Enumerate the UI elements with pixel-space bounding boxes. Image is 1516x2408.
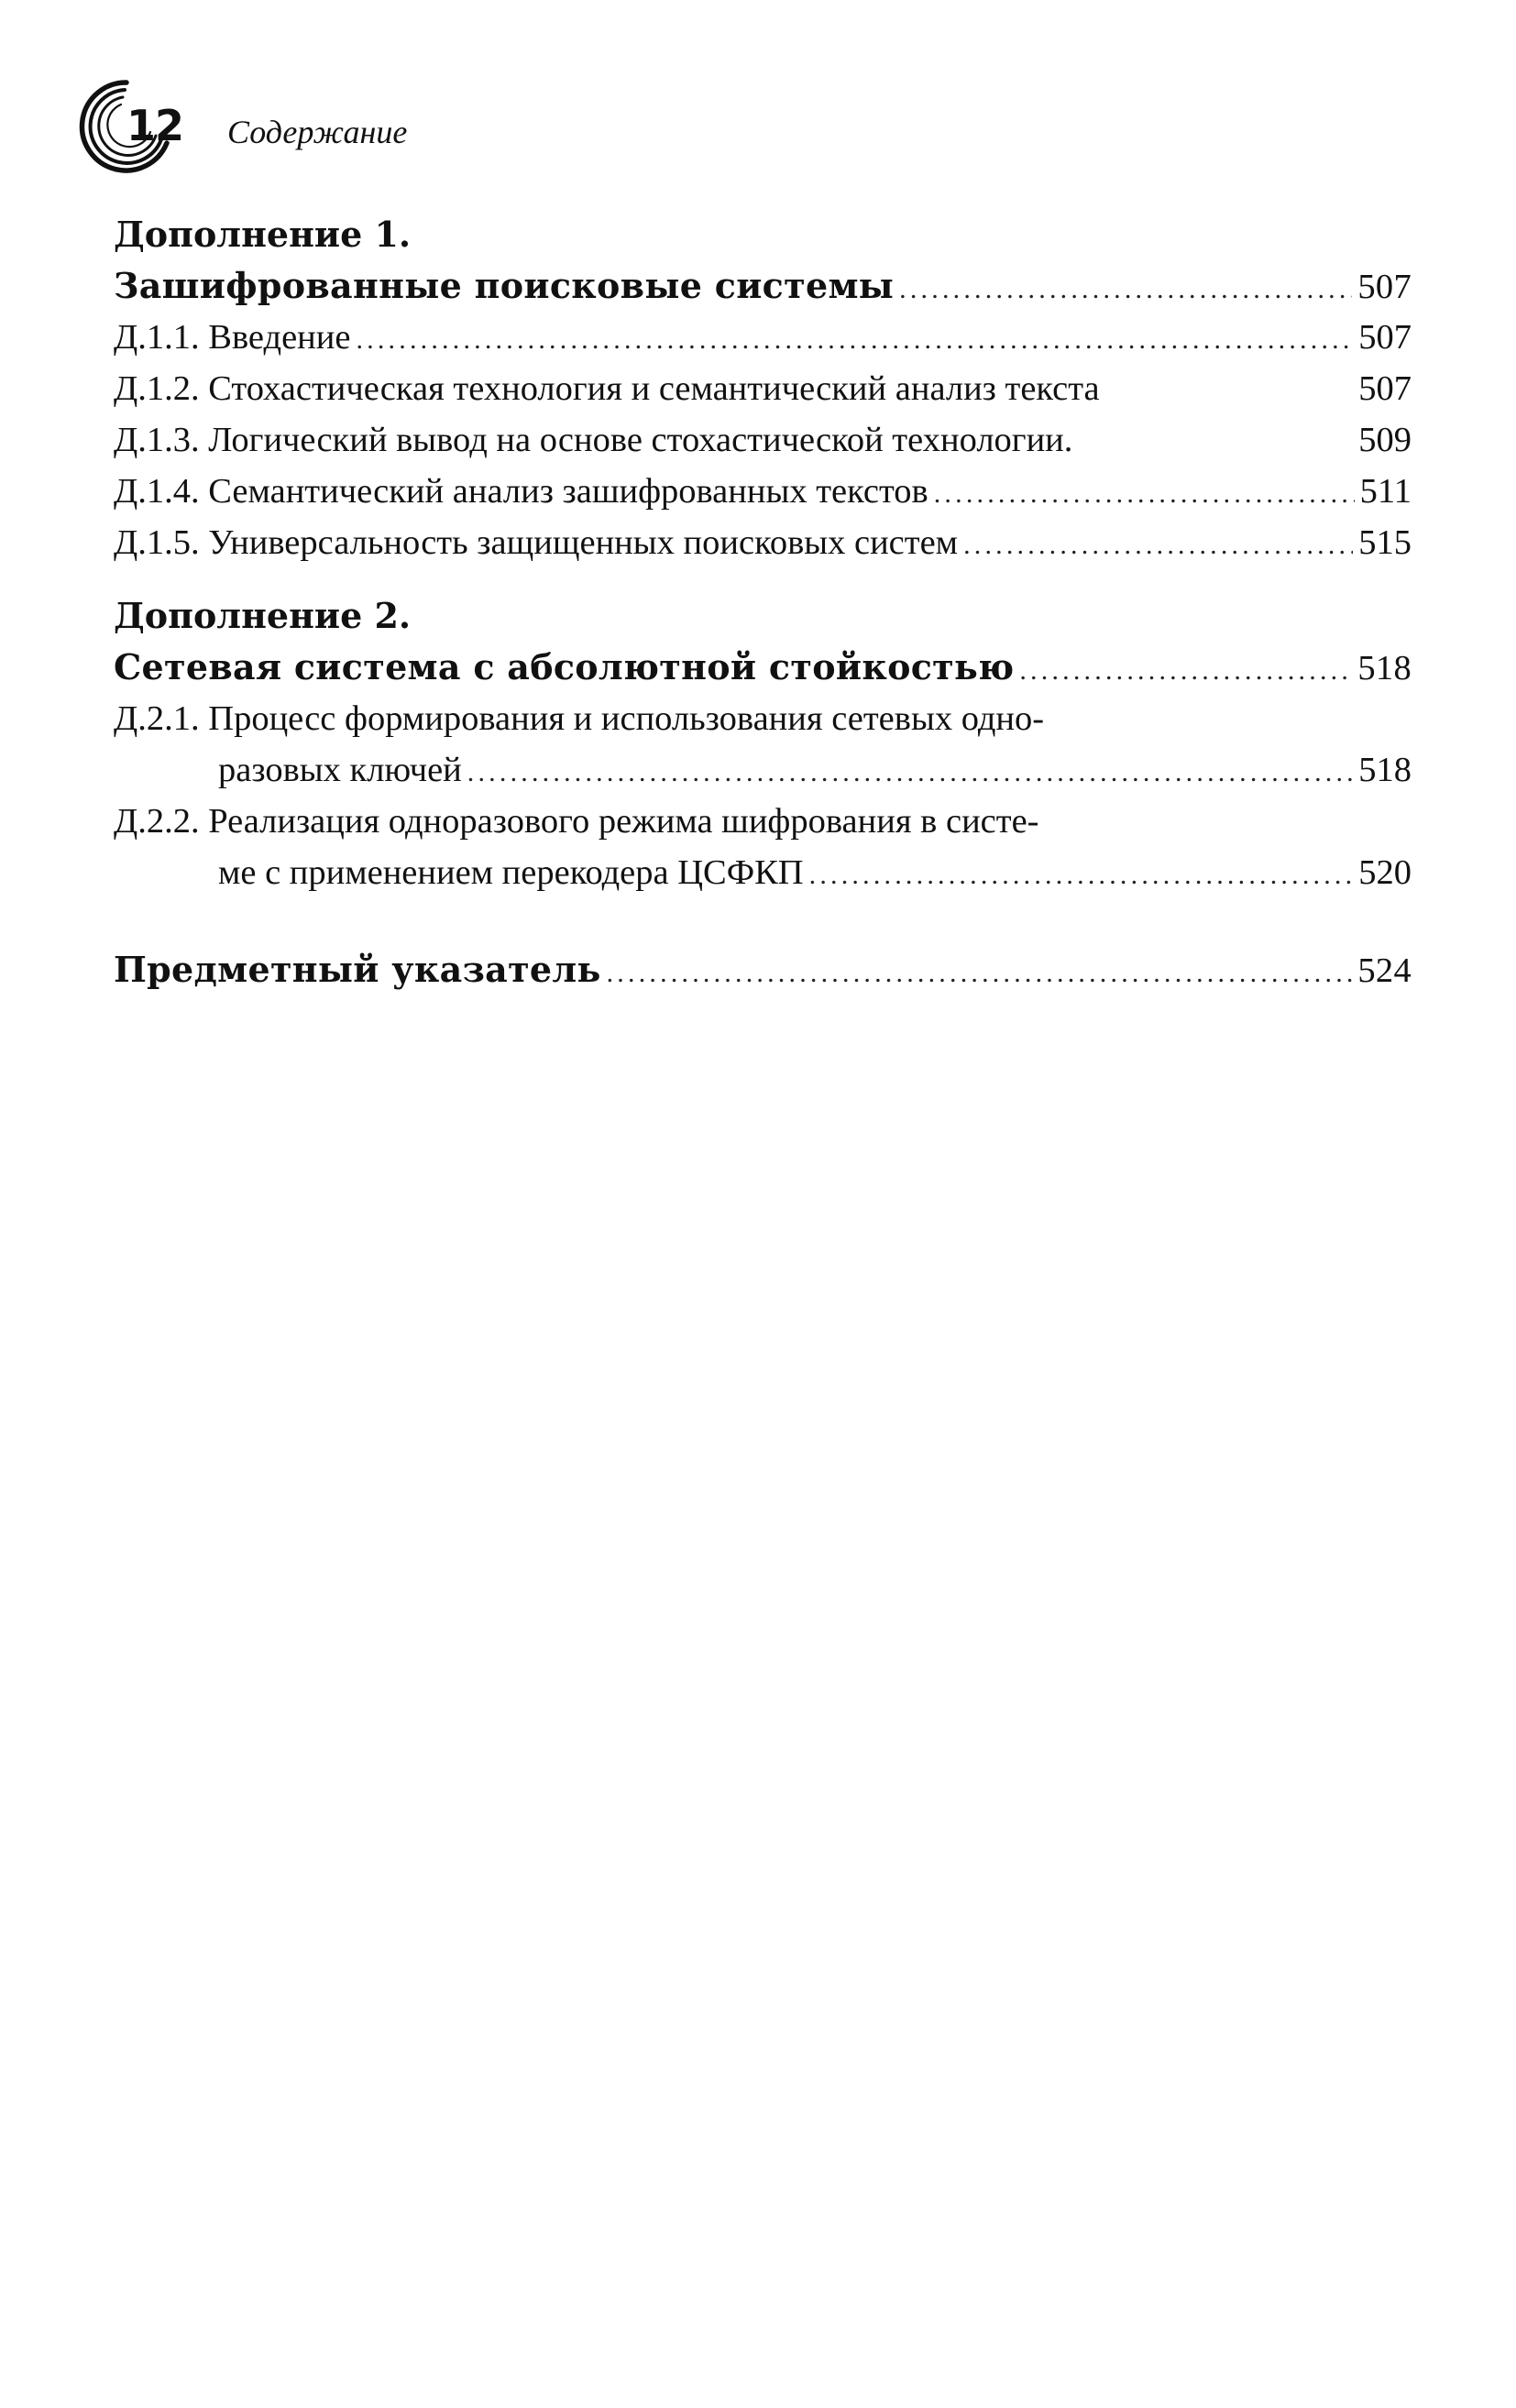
- entry-title: Д.1.5. Универсальность защищенных поисковых систем: [114, 523, 959, 562]
- entry-title: Д.1.1. Введение: [114, 318, 351, 357]
- dot-leader: [1019, 645, 1352, 697]
- entry-title: Д.1.4. Семантический анализ зашифрованных текстов: [114, 472, 928, 511]
- entry-title-line-2: [114, 847, 1412, 898]
- toc-entry-d-1-5[interactable]: [114, 517, 1412, 568]
- entry-page: 515: [1358, 523, 1412, 562]
- entry-page: 520: [1358, 853, 1412, 892]
- page-number: 12: [126, 101, 184, 150]
- entry-title-line-2: [114, 744, 1412, 796]
- entry-page: 518: [1357, 649, 1412, 687]
- running-header: [71, 75, 896, 176]
- entry-page: 511: [1359, 472, 1412, 511]
- entry-title-line-1: Д.2.1. Процесс формирования и использования сетевых одно-: [114, 699, 1045, 738]
- dot-leader: [963, 520, 1353, 571]
- dot-leader: [607, 948, 1353, 999]
- section-label: Дополнение 1.: [114, 214, 412, 255]
- dot-leader: [899, 264, 1352, 315]
- entry-title: Зашифрованные поисковые системы: [114, 265, 895, 306]
- toc-entry-d-1-1[interactable]: [114, 312, 1412, 363]
- entry-title: Д.1.3. Логический вывод на основе стохастической технологии.: [114, 421, 1073, 459]
- entry-title: Д.1.2. Стохастическая технология и семантический анализ текста: [114, 369, 1100, 408]
- toc-entry-d-2-1[interactable]: [114, 693, 1412, 796]
- toc-entry-subject-index[interactable]: [114, 944, 1412, 995]
- table-of-contents: [114, 209, 1412, 995]
- entry-page: 507: [1358, 369, 1412, 408]
- toc-entry-d-1-4[interactable]: [114, 466, 1412, 517]
- dot-leader: [467, 747, 1353, 798]
- entry-page: 524: [1357, 951, 1412, 990]
- toc-entry-d-1-3[interactable]: [114, 414, 1412, 466]
- entry-title: Предметный указатель: [114, 949, 601, 990]
- dot-leader: [934, 468, 1355, 520]
- section-label: Дополнение 2.: [114, 595, 412, 636]
- toc-entry-d-2-2[interactable]: [114, 796, 1412, 898]
- spacer: [114, 568, 1412, 590]
- dot-leader: [356, 314, 1353, 366]
- running-title: Содержание: [227, 114, 408, 150]
- entry-title: ме с применением перекодера ЦСФКП: [218, 853, 804, 892]
- toc-section-appendix-2: [114, 590, 1412, 898]
- entry-page: 507: [1358, 318, 1412, 357]
- toc-section-appendix-1: [114, 209, 1412, 568]
- toc-entry-appendix-1-title[interactable]: [114, 260, 1412, 312]
- entry-page: 509: [1358, 421, 1412, 459]
- entry-page: 518: [1358, 751, 1412, 789]
- entry-title: разовых ключей: [218, 751, 462, 789]
- spacer: [114, 898, 1412, 944]
- entry-title: Сетевая система с абсолютной стойкостью: [114, 646, 1015, 687]
- toc-entry-appendix-2-title[interactable]: [114, 642, 1412, 693]
- dot-leader: [809, 850, 1354, 901]
- entry-page: 507: [1357, 268, 1412, 306]
- toc-entry-d-1-2[interactable]: [114, 363, 1412, 414]
- entry-title-line-1: Д.2.2. Реализация одноразового режима шифрования в систе-: [114, 802, 1039, 841]
